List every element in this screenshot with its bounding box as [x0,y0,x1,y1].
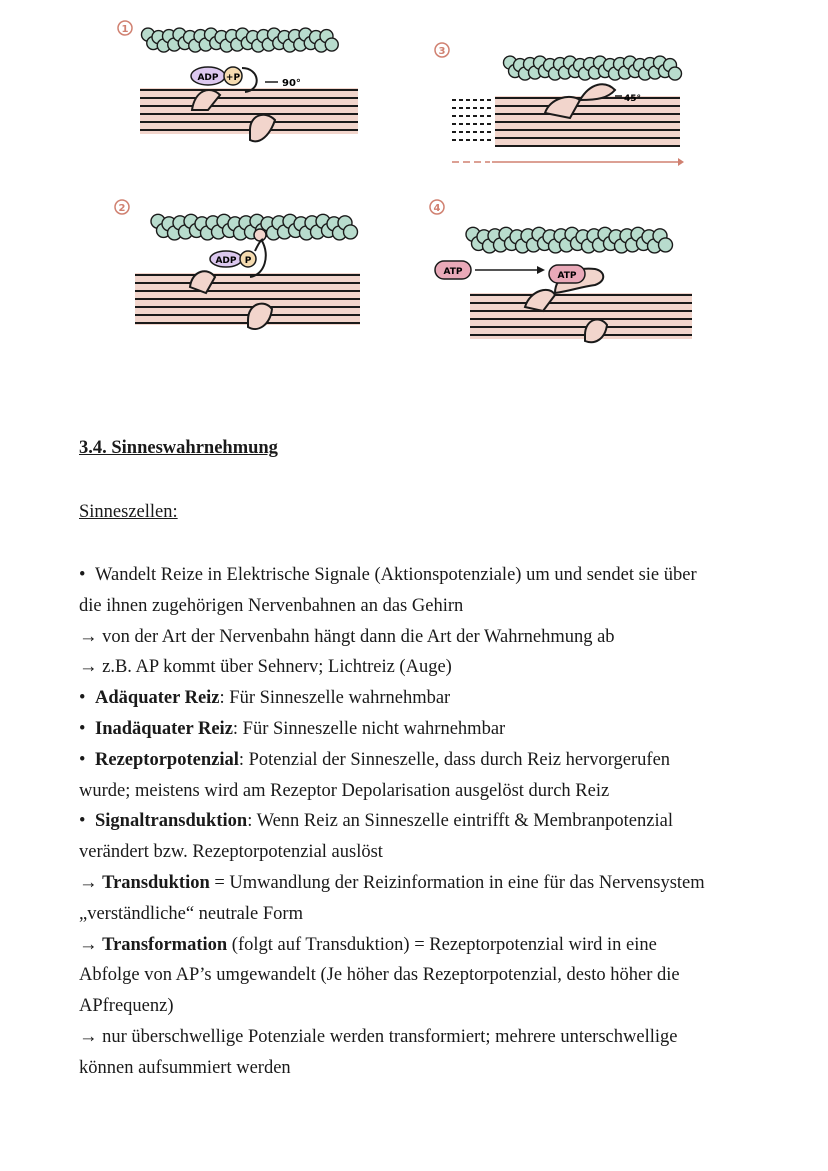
ghost-lines [452,100,492,140]
adp-p-label [210,239,266,277]
actin-filament [466,227,673,253]
bullet-item: • Rezeptorpotenzial: Potenzial der Sinneszelle, dass durch Reiz hervorgerufen [79,749,671,770]
actin-filament [504,56,682,80]
myosin-filament [495,84,680,146]
bullet-continuation: die ihnen zugehörigen Nervenbahnen an das Gehirn [79,595,464,616]
step-number: 4 [433,203,441,214]
angle-label: 90° [282,78,301,89]
text-line: APfrequenz) [79,996,174,1017]
arrow-line: → nur überschwellige Potenziale werden transformiert; mehrere unterschwellige [79,1026,678,1047]
actin-bead [344,225,358,239]
panel-3 [430,38,700,178]
subheading: Sinneszellen: [79,502,178,522]
svg-text:ATP: ATP [557,271,577,281]
arrow-line: → z.B. AP kommt über Sehnerv; Lichtreiz (Auge) [79,657,452,678]
step-number: 1 [121,24,129,35]
actin-filament [142,28,339,52]
svg-text:ATP: ATP [443,267,463,277]
text-line: Abfolge von AP’s umgewandelt (Je höher das Rezeptorpotenzial, desto höher die [79,965,680,986]
body-text [79,560,779,1084]
myosin-filament [140,88,358,141]
actin-bead [659,238,673,252]
bullet-item: • Inadäquater Reiz: Für Sinneszelle nicht wahrnehmbar [79,718,506,739]
svg-text:ADP: ADP [197,73,219,83]
svg-text:+P: +P [225,73,241,83]
actin-bead [325,38,338,51]
bullet-continuation: verändert bzw. Rezeptorpotenzial auslöst [79,842,383,863]
step-number: 2 [118,203,126,214]
text-line: können aufsummiert werden [79,1057,291,1078]
text-line: „verständliche“ neutrale Form [79,903,303,924]
bullet-item: • Signaltransduktion: Wenn Reiz an Sinneszelle eintrifft & Membranpotenzial [79,811,673,832]
panel-4 [425,195,700,345]
panel-1 [100,10,370,150]
svg-text:ADP: ADP [215,256,237,266]
panel-2 [100,195,370,340]
arrow-line: → Transduktion = Umwandlung der Reizinformation in eine für das Nervensystem [79,872,705,893]
actin-bead [669,67,682,80]
arrow-line: → Transformation (folgt auf Transduktion) = Rezeptorpotenzial wird in eine [79,934,657,955]
atp-label-right [549,265,585,283]
myosin-filament [135,271,360,329]
step-number: 3 [438,46,446,57]
section-heading: 3.4. Sinneswahrnehmung [79,438,278,458]
angle-label: 45° [624,94,642,104]
atp-label-left [435,261,471,279]
bullet-item: • Adäquater Reiz: Für Sinneszelle wahrnehmbar [79,688,451,709]
arrow-line: → von der Art der Nervenbahn hängt dann die Art der Wahrnehmung ab [79,626,615,647]
bullet-item: • Wandelt Reize in Elektrische Signale (Aktionspotenziale) um und sendet sie über [79,565,697,585]
bullet-continuation: wurde; meistens wird am Rezeptor Depolarisation ausgelöst durch Reiz [79,780,610,801]
svg-text:P: P [244,256,252,266]
